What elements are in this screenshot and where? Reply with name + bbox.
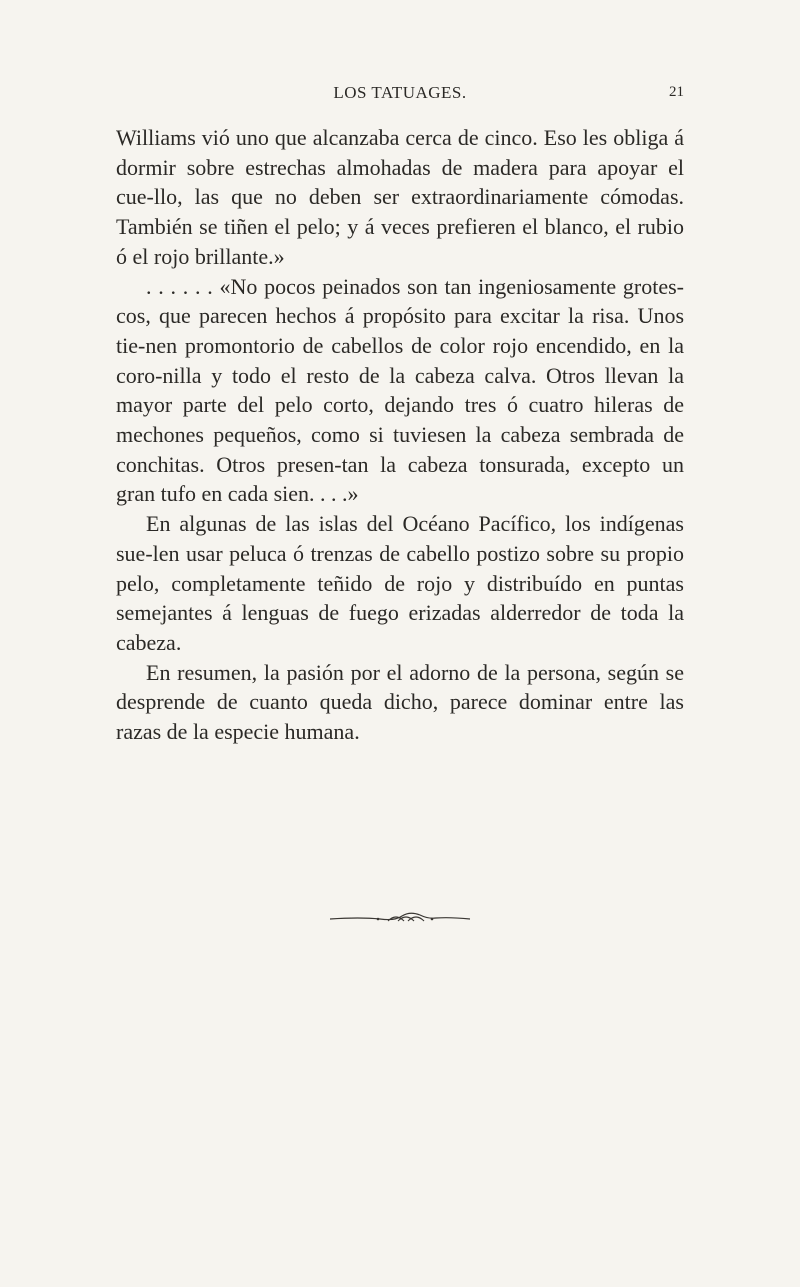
page-header xyxy=(0,83,800,107)
tailpiece-ornament-icon xyxy=(0,909,800,929)
running-title: LOS TATUAGES. xyxy=(333,83,467,102)
body-text xyxy=(116,123,684,747)
paragraph-4: En resumen, la pasión por el adorno de la persona, según se desprende de cuanto queda dicho, parece dominar entre las razas de la especie humana. xyxy=(116,659,684,745)
page-number: 21 xyxy=(669,84,684,100)
paragraph-3: En algunas de las islas del Océano Pacífico, los indígenas sue-len usar peluca ó trenzas de cabello postizo sobre su propio pelo, completamente teñido de rojo y distribuído en puntas semejantes á lenguas de fuego erizadas alderredor de toda la cabeza. xyxy=(116,511,684,655)
paragraph-1: Williams vió uno que alcanzaba cerca de cinco. Eso les obliga á dormir sobre estrechas almohadas de madera para apoyar el cue-llo, las que no deben ser extraordinariamente cómodas. También se tiñen el pelo; y á veces prefieren el blanco, el rubio ó el rojo brillante.» xyxy=(116,125,684,269)
paragraph-2: . . . . . . «No pocos peinados son tan ingeniosamente grotes-cos, que parecen hechos á propósito para excitar la risa. Unos tie-nen promontorio de cabellos de color rojo encendido, en la coro-nilla y todo el resto de la cabeza calva. Otros llevan la mayor parte del pelo corto, dejando tres ó cuatro hileras de mechones pequeños, como si tuviesen la cabeza sembrada de conchitas. Otros presen-tan la cabeza tonsurada, excepto un gran tufo en cada sien. . . .» xyxy=(116,273,684,507)
